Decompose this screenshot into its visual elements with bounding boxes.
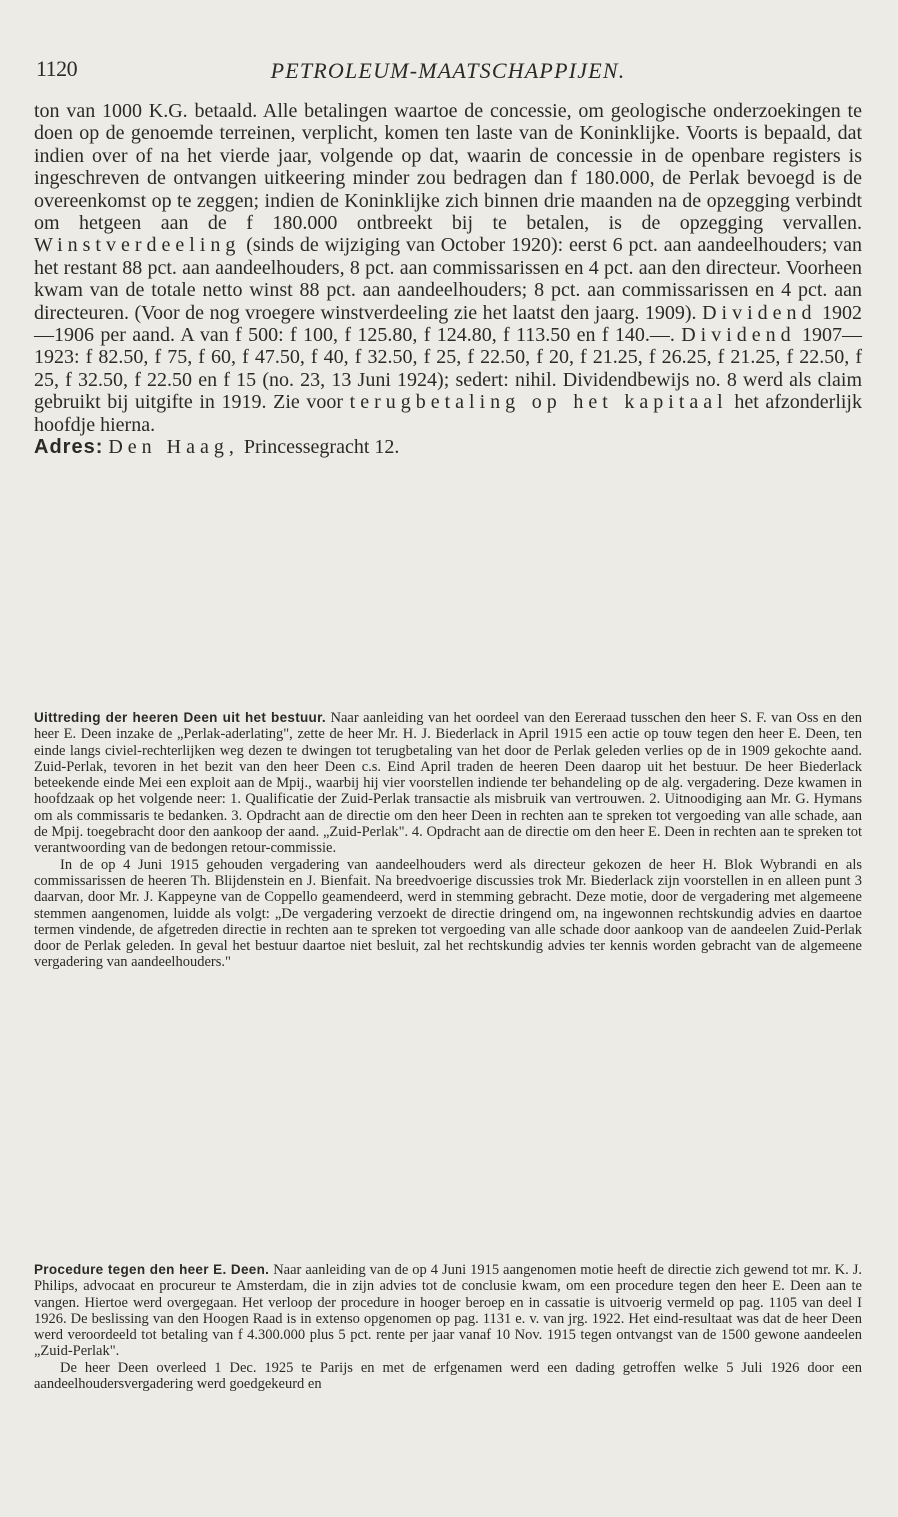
dividend-label-1: Dividend — [702, 301, 817, 324]
section-paragraph: De heer Deen overleed 1 Dec. 1925 te Parijs en met de erfgenamen werd een dading getroffen welke 5 Juli 1926 door een aandeelhoudersvergadering werd goedgekeurd en — [34, 1359, 862, 1393]
main-text-part-5: het afzonderlijk hoofdje hierna. — [34, 391, 862, 436]
main-text-part-1: ton van 1000 K.G. betaald. Alle betalingen waartoe de concessie, om geologische onderzoekingen te doen op de genoemde terreinen, verplicht, komen ten laste van de Koninklijke. Voorts is bepaald, dat indien over of na het vierde jaar, volgende op dat, waarin de concessie in de openbare registers is ingeschreven de ontvangen uitkeering minder zou bedragen dan f 180.000, de Perlak bevoegd is de overeenkomst op te zeggen; indien de Koninklijke zich binnen drie maanden na de opzegging verbindt om hetgeen aan de f 180.000 ontbreekt bij te betalen, is de opzegging vervallen. — [34, 100, 862, 235]
address-label: Adres: — [34, 436, 104, 459]
section-paragraph: In de op 4 Juni 1915 gehouden vergadering van aandeelhouders werd als directeur gekozen de heer H. Blok Wybrandi en als commissarissen de heeren Th. Blijdenstein en J. Bienfait. Na breedvoerige discussies trok Mr. Biederlack zijn voorstellen in en alleen punt 3 daarvan, door Mr. J. Kappeyne van de Coppello geamendeerd, werd in stemming gebracht. Deze motie, door de vergadering met algemeene stemmen aangenomen, luidde als volgt: „De vergadering verzoekt de directie dringend om, na ingewonnen rechtskundig advies en daartoe termen vindende, de afgetreden directie in rechten aan te spreken tot vergoeding van alle schade door aankoop van de aandeelen Zuid-Perlak door de Perlak geleden. In geval het bestuur daartoe niet besluit, zal het rechtskundig advies ter kennis worden gebracht van de algemeene vergadering van aandeelhouders." — [34, 856, 862, 971]
section-uittreding — [34, 710, 862, 971]
section-text: Naar aanleiding van het oordeel van den Eereraad tusschen den heer S. F. van Oss en den heer E. Deen inzake de „Perlak-aderlating", zette de heer Mr. H. J. Biederlack in April 1915 een actie op touw tegen den heer E. Deen, ten einde langs civiel-rechterlijken weg dezen te dwingen tot terugbetaling van het door de Perlak geleden verlies op de in 1909 gekochte aand. Zuid-Perlak, tevoren in het bezit van den heer Deen c.s. Eind April traden de heeren Deen daarop uit het bestuur. De heer Biederlack beteekende einde Mei een exploit aan de Mpij., waarbij hij vier voorstellen indiende ter behandeling op de alg. vergadering. Deze kwamen in hoofdzaak op het volgende neer: 1. Qualificatie der Zuid-Perlak transactie als misbruik van vertrouwen. 2. Uitnoodiging aan Mr. G. Hymans om als commissaris te bedanken. 3. Opdracht aan de directie om den heer Deen in rechten aan te spreken tot vergoeding van alle schade, aan de Mpij. toegebracht door den aankoop der aand. „Zuid-Perlak". 4. Opdracht aan de directie om den heer E. Deen in rechten aan te spreken tot verantwoording van de bedongen retour-commissie. — [34, 710, 862, 857]
dividend-label-2: Dividend — [681, 324, 796, 347]
address-street: Princessegracht 12. — [243, 436, 400, 459]
section-procedure — [34, 1262, 862, 1392]
address-line — [34, 436, 862, 458]
section-paragraph — [34, 710, 862, 857]
winstverdeeling-label: Winstverdeeling — [34, 234, 241, 257]
terugbetaling-label: terugbetaling op het kapitaal — [349, 391, 728, 414]
address-city: Den Haag, — [108, 436, 239, 459]
section-title: Procedure tegen den heer E. Deen. — [34, 1262, 270, 1277]
section-title: Uittreding der heeren Deen uit het bestuur. — [34, 710, 326, 725]
main-text-part-2: (sinds de wijziging van October 1920): eerst 6 pct. aan aandeelhouders; van het restant 88 pct. aan aandeelhouders, 8 pct. aan commissarissen en 4 pct. aan den directeur. Voorheen kwam van de totale netto winst 88 pct. aan aandeelhouders; 8 pct. aan commissarissen en 4 pct. aan directeuren. (Voor de nog vroegere winstverdeeling zie het laatst den jaarg. 1909). — [34, 234, 862, 324]
main-paragraph — [34, 100, 862, 436]
main-text — [34, 100, 862, 459]
running-head: PETROLEUM-MAATSCHAPPIJEN. — [270, 58, 626, 83]
main-text-part-4: 1907—1923: f 82.50, f 75, f 60, f 47.50, f 40, f 32.50, f 25, f 22.50, f 20, f 21.25, f 26.25, f 21.25, f 22.50, f 25, f 32.50, f 22.50 en f 15 (no. 23, 13 Juni 1924); sedert: nihil. Dividendbewijs no. 8 werd als claim gebruikt bij uitgifte in 1919. Zie voor — [34, 324, 862, 414]
main-text-part-3: 1902—1906 per aand. A van f 500: f 100, f 125.80, f 124.80, f 113.50 en f 140.—. — [34, 301, 863, 347]
page-number: 1120 — [36, 56, 78, 81]
section-text: Naar aanleiding van de op 4 Juni 1915 aangenomen motie heeft de directie zich gewend tot mr. K. J. Philips, advocaat en procureur te Amsterdam, die in zijn advies tot de conclusie kwam, om een procedure tegen den heer E. Deen aan te vangen. Hiertoe werd overgegaan. Het verloop der procedure in hooger beroep en in cassatie is uitvoerig vermeld op pag. 1105 van deel I 1926. De beslissing van den Hoogen Raad is in extenso opgenomen op pag. 1131 e. v. van jrg. 1922. Het eind-resultaat was dat de heer Deen werd veroordeeld tot betaling van f 4.300.000 plus 5 pct. rente per jaar vanaf 10 Nov. 1915 tegen ontvangst van de 1500 gewone aandeelen „Zuid-Perlak". — [34, 1262, 863, 1360]
page-header — [34, 50, 862, 90]
section-paragraph — [34, 1262, 862, 1360]
